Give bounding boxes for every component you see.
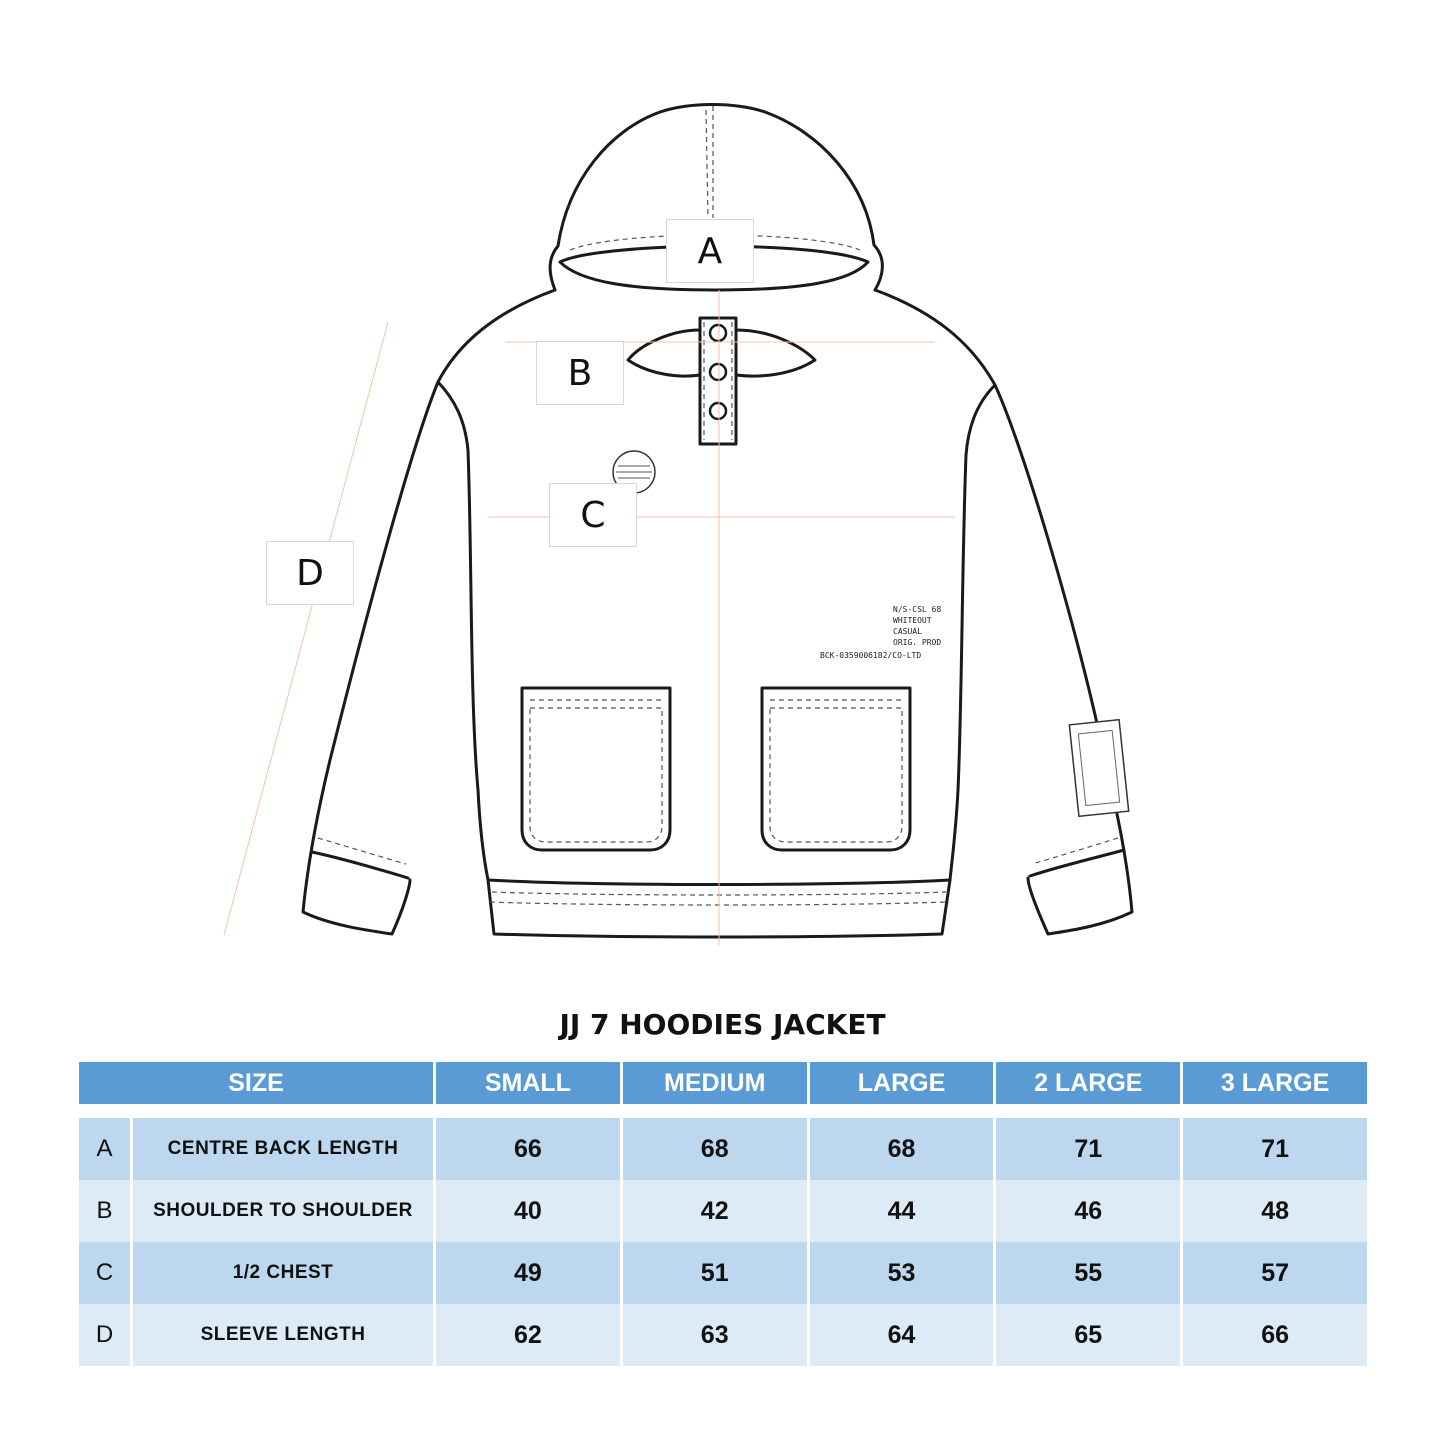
table-cell: 40 [436, 1180, 620, 1242]
measure-label-d: D [266, 541, 354, 605]
table-cell: 42 [623, 1180, 807, 1242]
measure-label-c: C [549, 483, 637, 547]
row-measurement: SLEEVE LENGTH [133, 1304, 433, 1366]
table-row [79, 1118, 1367, 1180]
row-key: D [79, 1304, 130, 1366]
size-chart-table [76, 1062, 1370, 1366]
table-cell: 63 [623, 1304, 807, 1366]
table-cell: 46 [996, 1180, 1180, 1242]
right-pocket [762, 688, 910, 850]
column-header: MEDIUM [623, 1062, 807, 1104]
table-row [79, 1180, 1367, 1242]
table-cell: 44 [810, 1180, 994, 1242]
row-key: A [79, 1118, 130, 1180]
size-chart-title: JJ 7 HOODIES JACKET [559, 1008, 886, 1041]
table-row [79, 1242, 1367, 1304]
snap-button [710, 325, 726, 341]
table-cell: 48 [1183, 1180, 1367, 1242]
row-key: B [79, 1180, 130, 1242]
column-header: 3 LARGE [1183, 1062, 1367, 1104]
chest-print-line: ORIG. PROD [893, 638, 942, 647]
table-cell: 55 [996, 1242, 1180, 1304]
measure-label-b: B [536, 341, 624, 405]
row-measurement: 1/2 CHEST [133, 1242, 433, 1304]
chest-print-line: N/S-CSL 68 [893, 605, 942, 614]
left-pocket [522, 688, 670, 850]
snap-button [710, 403, 726, 419]
column-header-size: SIZE [79, 1062, 433, 1104]
column-header: 2 LARGE [996, 1062, 1180, 1104]
row-key: C [79, 1242, 130, 1304]
table-header-row [79, 1062, 1367, 1104]
chest-print-line: CASUAL [893, 627, 922, 636]
chest-print-line: WHITEOUT [893, 616, 932, 625]
column-header: LARGE [810, 1062, 994, 1104]
table-cell: 65 [996, 1304, 1180, 1366]
column-header: SMALL [436, 1062, 620, 1104]
row-measurement: SHOULDER TO SHOULDER [133, 1180, 433, 1242]
table-cell: 57 [1183, 1242, 1367, 1304]
table-cell: 66 [1183, 1304, 1367, 1366]
table-cell: 71 [996, 1118, 1180, 1180]
table-cell: 62 [436, 1304, 620, 1366]
table-cell: 68 [810, 1118, 994, 1180]
table-cell: 49 [436, 1242, 620, 1304]
table-row [79, 1304, 1367, 1366]
measure-label-a: A [666, 219, 754, 283]
body-left-outline [303, 290, 555, 934]
chest-print-code: BCK-0359006182/CO-LTD [820, 651, 922, 660]
table-cell: 68 [623, 1118, 807, 1180]
table-cell: 51 [623, 1242, 807, 1304]
table-cell: 64 [810, 1304, 994, 1366]
table-cell: 53 [810, 1242, 994, 1304]
sleeve-tag-icon [1069, 720, 1128, 817]
row-measurement: CENTRE BACK LENGTH [133, 1118, 433, 1180]
snap-button [710, 364, 726, 380]
table-cell: 66 [436, 1118, 620, 1180]
table-cell: 71 [1183, 1118, 1367, 1180]
